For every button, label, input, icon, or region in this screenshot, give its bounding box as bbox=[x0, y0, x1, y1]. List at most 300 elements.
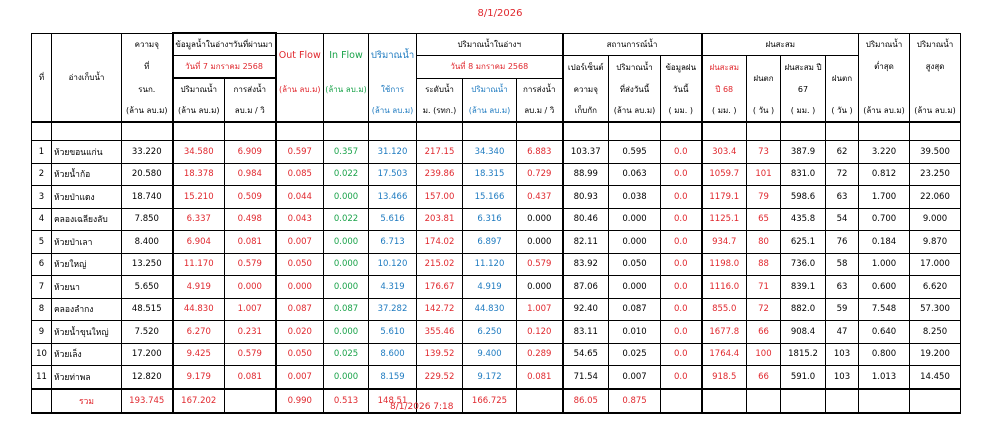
cell-cvol: 44.830 bbox=[463, 298, 517, 321]
cell-prel: 0.081 bbox=[225, 366, 276, 389]
cell-in: 0.025 bbox=[324, 343, 369, 366]
cell-cap: 20.580 bbox=[122, 163, 173, 186]
cell-prel: 0.081 bbox=[225, 231, 276, 254]
cell-use: 5.616 bbox=[369, 208, 417, 231]
cell-pct: 83.92 bbox=[563, 253, 609, 276]
cell-out: 0.597 bbox=[276, 141, 324, 164]
cell-r68: 1677.8 bbox=[702, 321, 747, 344]
header-prev-release: การส่งน้ำ bbox=[225, 78, 276, 100]
total-blank bbox=[32, 389, 52, 413]
cell-use: 4.319 bbox=[369, 276, 417, 299]
cell-pct: 82.11 bbox=[563, 231, 609, 254]
header-rain67-2: 67 bbox=[781, 78, 826, 100]
header-outflow-unit: (ล้าน ลบ.ม) bbox=[276, 78, 324, 100]
table-body bbox=[32, 122, 961, 413]
cell-rain: 0.0 bbox=[661, 343, 702, 366]
cell-r68: 855.0 bbox=[702, 298, 747, 321]
total-blank bbox=[859, 389, 910, 413]
totals-row bbox=[32, 389, 961, 413]
cell-crel: 0.000 bbox=[517, 231, 563, 254]
cell-lvl: 174.02 bbox=[417, 231, 463, 254]
cell-cvol: 15.166 bbox=[463, 186, 517, 209]
cell-no: 1 bbox=[32, 141, 52, 164]
cell-d68: 66 bbox=[747, 366, 781, 389]
total-blank bbox=[781, 389, 826, 413]
cell-d67: 76 bbox=[826, 231, 859, 254]
header-usable-unit: (ล้าน ลบ.ม) bbox=[369, 100, 417, 122]
cell-pvol: 11.170 bbox=[173, 253, 225, 276]
cell-pvol: 44.830 bbox=[173, 298, 225, 321]
cell-rain: 0.0 bbox=[661, 208, 702, 231]
cell-out: 0.007 bbox=[276, 231, 324, 254]
header-min-vol-3 bbox=[859, 78, 910, 100]
cell-d68: 80 bbox=[747, 231, 781, 254]
total-cvol: 166.725 bbox=[463, 389, 517, 413]
header-cur-level-unit: ม. (รทก.) bbox=[417, 100, 463, 122]
cell-out: 0.087 bbox=[276, 298, 324, 321]
cell-lvl: 176.67 bbox=[417, 276, 463, 299]
cell-r68: 918.5 bbox=[702, 366, 747, 389]
cell-prel: 0.509 bbox=[225, 186, 276, 209]
cell-prel: 0.498 bbox=[225, 208, 276, 231]
total-pvol: 167.202 bbox=[173, 389, 225, 413]
cell-use: 37.282 bbox=[369, 298, 417, 321]
cell-use: 13.466 bbox=[369, 186, 417, 209]
cell-r67: 736.0 bbox=[781, 253, 826, 276]
cell-r68: 1059.7 bbox=[702, 163, 747, 186]
cell-cvol: 18.315 bbox=[463, 163, 517, 186]
header-rain68-1: ฝนสะสม bbox=[702, 56, 747, 79]
cell-no: 7 bbox=[32, 276, 52, 299]
cell-min: 0.184 bbox=[859, 231, 910, 254]
cell-d67: 103 bbox=[826, 366, 859, 389]
cell-r68: 303.4 bbox=[702, 141, 747, 164]
cell-prel: 0.231 bbox=[225, 321, 276, 344]
header-raindays68: ฝนตก bbox=[747, 56, 781, 101]
cell-d68: 88 bbox=[747, 253, 781, 276]
header-no: ที่ bbox=[32, 33, 52, 122]
header-cur-release-unit: ลบ.ม / วิ bbox=[517, 100, 563, 122]
total-pct: 86.05 bbox=[563, 389, 609, 413]
cell-no: 9 bbox=[32, 321, 52, 344]
header-pct-3: เก็บกัก bbox=[563, 100, 609, 122]
cell-out: 0.007 bbox=[276, 366, 324, 389]
cell-use: 6.713 bbox=[369, 231, 417, 254]
cell-crel: 0.120 bbox=[517, 321, 563, 344]
cell-trel: 0.000 bbox=[609, 231, 661, 254]
header-reservoir: อ่างเก็บน้ำ bbox=[52, 33, 122, 122]
header-capacity-unit: (ล้าน ลบ.ม) bbox=[122, 100, 173, 122]
cell-r67: 1815.2 bbox=[781, 343, 826, 366]
cell-cap: 48.515 bbox=[122, 298, 173, 321]
cell-crel: 0.437 bbox=[517, 186, 563, 209]
cell-r67: 831.0 bbox=[781, 163, 826, 186]
cell-trel: 0.595 bbox=[609, 141, 661, 164]
cell-in: 0.087 bbox=[324, 298, 369, 321]
cell-name: ห้วยนา bbox=[52, 276, 122, 299]
cell-max: 23.250 bbox=[910, 163, 961, 186]
cell-in: 0.000 bbox=[324, 366, 369, 389]
cell-pvol: 15.210 bbox=[173, 186, 225, 209]
cell-trel: 0.010 bbox=[609, 321, 661, 344]
cell-rain: 0.0 bbox=[661, 186, 702, 209]
header-cur-release: การส่งน้ำ bbox=[517, 78, 563, 100]
cell-name: ห้วยขอนแก่น bbox=[52, 141, 122, 164]
cell-min: 1.013 bbox=[859, 366, 910, 389]
header-raindays67: ฝนตก bbox=[826, 56, 859, 101]
cell-lvl: 215.02 bbox=[417, 253, 463, 276]
total-out: 0.990 bbox=[276, 389, 324, 413]
cell-pct: 103.37 bbox=[563, 141, 609, 164]
header-raindays68-unit: ( วัน ) bbox=[747, 100, 781, 122]
cell-r68: 1125.1 bbox=[702, 208, 747, 231]
header-min-vol: ปริมาณน้ำ bbox=[859, 33, 910, 56]
header-max-vol-unit: (ล้าน ลบ.ม) bbox=[910, 100, 961, 122]
cell-name: คลองเฉลียงลับ bbox=[52, 208, 122, 231]
total-in: 0.513 bbox=[324, 389, 369, 413]
total-blank bbox=[702, 389, 747, 413]
cell-r67: 908.4 bbox=[781, 321, 826, 344]
total-cap: 193.745 bbox=[122, 389, 173, 413]
cell-d68: 71 bbox=[747, 276, 781, 299]
header-capacity-3: รนก. bbox=[122, 78, 173, 100]
cell-pct: 83.11 bbox=[563, 321, 609, 344]
cell-lvl: 239.86 bbox=[417, 163, 463, 186]
cell-d67: 72 bbox=[826, 163, 859, 186]
cell-use: 8.159 bbox=[369, 366, 417, 389]
cell-name: ห้วยเล็ง bbox=[52, 343, 122, 366]
cell-cap: 18.740 bbox=[122, 186, 173, 209]
cell-in: 0.000 bbox=[324, 276, 369, 299]
cell-rain: 0.0 bbox=[661, 231, 702, 254]
cell-r68: 934.7 bbox=[702, 231, 747, 254]
cell-trel: 0.038 bbox=[609, 186, 661, 209]
header-cur-date: วันที่ 8 มกราคม 2568 bbox=[417, 56, 563, 79]
header-rain68-2: ปี 68 bbox=[702, 78, 747, 100]
cell-in: 0.000 bbox=[324, 231, 369, 254]
cell-d68: 100 bbox=[747, 343, 781, 366]
cell-r68: 1179.1 bbox=[702, 186, 747, 209]
cell-no: 6 bbox=[32, 253, 52, 276]
table-row bbox=[32, 366, 961, 389]
cell-cvol: 4.919 bbox=[463, 276, 517, 299]
cell-crel: 0.000 bbox=[517, 276, 563, 299]
cell-no: 10 bbox=[32, 343, 52, 366]
cell-d67: 58 bbox=[826, 253, 859, 276]
cell-cap: 33.220 bbox=[122, 141, 173, 164]
cell-no: 5 bbox=[32, 231, 52, 254]
cell-d67: 54 bbox=[826, 208, 859, 231]
header-rain-today-1: ข้อมูลฝน bbox=[661, 56, 702, 79]
cell-max: 8.250 bbox=[910, 321, 961, 344]
cell-in: 0.000 bbox=[324, 186, 369, 209]
cell-crel: 1.007 bbox=[517, 298, 563, 321]
header-rain-today-unit: ( มม. ) bbox=[661, 100, 702, 122]
table-header bbox=[32, 33, 961, 122]
header-status-group: สถานการณ์น้ำ bbox=[563, 33, 702, 56]
cell-r67: 387.9 bbox=[781, 141, 826, 164]
header-inflow-unit: (ล้าน ลบ.ม) bbox=[324, 78, 369, 100]
cell-cap: 5.650 bbox=[122, 276, 173, 299]
cell-min: 0.700 bbox=[859, 208, 910, 231]
cell-name: ห้วยน้ำขุนใหญ่ bbox=[52, 321, 122, 344]
cell-cvol: 9.172 bbox=[463, 366, 517, 389]
cell-trel: 0.087 bbox=[609, 298, 661, 321]
cell-rain: 0.0 bbox=[661, 253, 702, 276]
total-blank bbox=[910, 389, 961, 413]
cell-crel: 0.579 bbox=[517, 253, 563, 276]
table-row bbox=[32, 186, 961, 209]
cell-cvol: 6.316 bbox=[463, 208, 517, 231]
cell-lvl: 142.72 bbox=[417, 298, 463, 321]
cell-pct: 88.99 bbox=[563, 163, 609, 186]
cell-pct: 54.65 bbox=[563, 343, 609, 366]
cell-lvl: 355.46 bbox=[417, 321, 463, 344]
header-capacity-2: ที่ bbox=[122, 56, 173, 79]
cell-cvol: 6.897 bbox=[463, 231, 517, 254]
cell-d68: 66 bbox=[747, 321, 781, 344]
table-row bbox=[32, 163, 961, 186]
reservoir-table bbox=[31, 32, 961, 414]
cell-max: 57.300 bbox=[910, 298, 961, 321]
table-row bbox=[32, 343, 961, 366]
header-rain67-unit: ( มม. ) bbox=[781, 100, 826, 122]
cell-use: 17.503 bbox=[369, 163, 417, 186]
cell-no: 3 bbox=[32, 186, 52, 209]
header-rain68-unit: ( มม. ) bbox=[702, 100, 747, 122]
cell-pvol: 6.904 bbox=[173, 231, 225, 254]
cell-d67: 63 bbox=[826, 276, 859, 299]
cell-out: 0.085 bbox=[276, 163, 324, 186]
cell-out: 0.044 bbox=[276, 186, 324, 209]
footer-timestamp: 8/1/2026 7:18 bbox=[390, 402, 454, 412]
cell-max: 9.870 bbox=[910, 231, 961, 254]
cell-r68: 1116.0 bbox=[702, 276, 747, 299]
cell-name: ห้วยป่าเลา bbox=[52, 231, 122, 254]
cell-lvl: 229.52 bbox=[417, 366, 463, 389]
cell-prel: 0.000 bbox=[225, 276, 276, 299]
cell-d68: 79 bbox=[747, 186, 781, 209]
cell-out: 0.020 bbox=[276, 321, 324, 344]
cell-min: 7.548 bbox=[859, 298, 910, 321]
cell-lvl: 157.00 bbox=[417, 186, 463, 209]
header-inflow: In Flow bbox=[324, 33, 369, 78]
cell-pvol: 18.378 bbox=[173, 163, 225, 186]
total-blank bbox=[225, 389, 276, 413]
cell-use: 8.600 bbox=[369, 343, 417, 366]
cell-max: 22.060 bbox=[910, 186, 961, 209]
header-max-vol-2: สูงสุด bbox=[910, 56, 961, 79]
header-today-release-unit: (ล้าน ลบ.ม) bbox=[609, 100, 661, 122]
cell-name: ห้วยท่าพล bbox=[52, 366, 122, 389]
header-rain-today-2: วันนี้ bbox=[661, 78, 702, 100]
cell-d67: 103 bbox=[826, 343, 859, 366]
cell-trel: 0.000 bbox=[609, 276, 661, 299]
cell-cap: 17.200 bbox=[122, 343, 173, 366]
cell-cap: 7.850 bbox=[122, 208, 173, 231]
table-row bbox=[32, 231, 961, 254]
cell-pvol: 6.270 bbox=[173, 321, 225, 344]
cell-pvol: 34.580 bbox=[173, 141, 225, 164]
cell-crel: 0.729 bbox=[517, 163, 563, 186]
cell-min: 1.700 bbox=[859, 186, 910, 209]
header-raindays67-unit: ( วัน ) bbox=[826, 100, 859, 122]
header-max-vol: ปริมาณน้ำ bbox=[910, 33, 961, 56]
header-outflow-blank bbox=[276, 100, 324, 122]
cell-prel: 0.984 bbox=[225, 163, 276, 186]
cell-name: ห้วยป่าแดง bbox=[52, 186, 122, 209]
cell-max: 17.000 bbox=[910, 253, 961, 276]
cell-r68: 1198.0 bbox=[702, 253, 747, 276]
cell-crel: 6.883 bbox=[517, 141, 563, 164]
cell-pvol: 4.919 bbox=[173, 276, 225, 299]
cell-r67: 591.0 bbox=[781, 366, 826, 389]
cell-cvol: 11.120 bbox=[463, 253, 517, 276]
total-label: รวม bbox=[52, 389, 122, 413]
cell-trel: 0.000 bbox=[609, 208, 661, 231]
cell-d68: 73 bbox=[747, 141, 781, 164]
header-cur-volume-unit: (ล้าน ลบ.ม) bbox=[463, 100, 517, 122]
total-blank bbox=[661, 389, 702, 413]
header-min-vol-unit: (ล้าน ลบ.ม) bbox=[859, 100, 910, 122]
header-pct-2: ความจุ bbox=[563, 78, 609, 100]
header-today-release-2: ที่ส่งวันนี้ bbox=[609, 78, 661, 100]
table-row bbox=[32, 321, 961, 344]
cell-in: 0.000 bbox=[324, 253, 369, 276]
cell-use: 31.120 bbox=[369, 141, 417, 164]
cell-pct: 80.93 bbox=[563, 186, 609, 209]
cell-cap: 13.250 bbox=[122, 253, 173, 276]
cell-trel: 0.025 bbox=[609, 343, 661, 366]
cell-d67: 62 bbox=[826, 141, 859, 164]
table-row bbox=[32, 253, 961, 276]
cell-max: 14.450 bbox=[910, 366, 961, 389]
header-rain67-1: ฝนสะสม ปี bbox=[781, 56, 826, 79]
cell-use: 10.120 bbox=[369, 253, 417, 276]
table-row bbox=[32, 276, 961, 299]
cell-crel: 0.000 bbox=[517, 208, 563, 231]
cell-no: 11 bbox=[32, 366, 52, 389]
cell-min: 0.800 bbox=[859, 343, 910, 366]
cell-no: 8 bbox=[32, 298, 52, 321]
cell-pct: 80.46 bbox=[563, 208, 609, 231]
cell-cvol: 6.250 bbox=[463, 321, 517, 344]
table-row bbox=[32, 298, 961, 321]
cell-r67: 625.1 bbox=[781, 231, 826, 254]
cell-cap: 7.520 bbox=[122, 321, 173, 344]
cell-rain: 0.0 bbox=[661, 276, 702, 299]
cell-pvol: 6.337 bbox=[173, 208, 225, 231]
total-trel: 0.875 bbox=[609, 389, 661, 413]
cell-r67: 435.8 bbox=[781, 208, 826, 231]
header-today-release-1: ปริมาณน้ำ bbox=[609, 56, 661, 79]
header-cur-group: ปริมาณน้ำในอ่างฯ bbox=[417, 33, 563, 56]
cell-rain: 0.0 bbox=[661, 141, 702, 164]
cell-d68: 101 bbox=[747, 163, 781, 186]
cell-name: ห้วยน้ำก้อ bbox=[52, 163, 122, 186]
cell-name: ห้วยใหญ่ bbox=[52, 253, 122, 276]
header-cur-level: ระดับน้ำ bbox=[417, 78, 463, 100]
cell-lvl: 217.15 bbox=[417, 141, 463, 164]
cell-trel: 0.050 bbox=[609, 253, 661, 276]
cell-trel: 0.007 bbox=[609, 366, 661, 389]
cell-rain: 0.0 bbox=[661, 366, 702, 389]
cell-pvol: 9.179 bbox=[173, 366, 225, 389]
cell-max: 6.620 bbox=[910, 276, 961, 299]
cell-in: 0.022 bbox=[324, 163, 369, 186]
header-pct-1: เปอร์เซ็นต์ bbox=[563, 56, 609, 79]
cell-d68: 65 bbox=[747, 208, 781, 231]
header-prev-group: ข้อมูลน้ำในอ่างฯวันที่ผ่านมา bbox=[173, 33, 276, 56]
cell-in: 0.357 bbox=[324, 141, 369, 164]
header-outflow: Out Flow bbox=[276, 33, 324, 78]
cell-no: 2 bbox=[32, 163, 52, 186]
cell-r68: 1764.4 bbox=[702, 343, 747, 366]
cell-use: 5.610 bbox=[369, 321, 417, 344]
header-prev-volume: ปริมาณน้ำ bbox=[173, 78, 225, 100]
header-max-vol-3 bbox=[910, 78, 961, 100]
cell-name: คลองลำกง bbox=[52, 298, 122, 321]
cell-pct: 92.40 bbox=[563, 298, 609, 321]
cell-in: 0.000 bbox=[324, 321, 369, 344]
header-prev-volume-unit: (ล้าน ลบ.ม) bbox=[173, 100, 225, 122]
cell-in: 0.022 bbox=[324, 208, 369, 231]
header-prev-date: วันที่ 7 มกราคม 2568 bbox=[173, 56, 276, 79]
cell-min: 0.812 bbox=[859, 163, 910, 186]
cell-no: 4 bbox=[32, 208, 52, 231]
cell-pct: 71.54 bbox=[563, 366, 609, 389]
cell-min: 3.220 bbox=[859, 141, 910, 164]
cell-prel: 0.579 bbox=[225, 343, 276, 366]
total-use: 148.51 bbox=[369, 389, 417, 413]
header-capacity-1: ความจุ bbox=[122, 33, 173, 56]
header-inflow-blank bbox=[324, 100, 369, 122]
cell-r67: 598.6 bbox=[781, 186, 826, 209]
total-blank bbox=[747, 389, 781, 413]
cell-prel: 6.909 bbox=[225, 141, 276, 164]
cell-pvol: 9.425 bbox=[173, 343, 225, 366]
cell-trel: 0.063 bbox=[609, 163, 661, 186]
cell-rain: 0.0 bbox=[661, 298, 702, 321]
cell-min: 1.000 bbox=[859, 253, 910, 276]
cell-rain: 0.0 bbox=[661, 163, 702, 186]
cell-cvol: 34.340 bbox=[463, 141, 517, 164]
cell-max: 39.500 bbox=[910, 141, 961, 164]
total-blank bbox=[517, 389, 563, 413]
table-row bbox=[32, 208, 961, 231]
cell-cap: 12.820 bbox=[122, 366, 173, 389]
cell-out: 0.043 bbox=[276, 208, 324, 231]
cell-out: 0.050 bbox=[276, 343, 324, 366]
table-row bbox=[32, 141, 961, 164]
header-min-vol-2: ต่ำสุด bbox=[859, 56, 910, 79]
cell-max: 9.000 bbox=[910, 208, 961, 231]
cell-crel: 0.081 bbox=[517, 366, 563, 389]
cell-min: 0.640 bbox=[859, 321, 910, 344]
cell-lvl: 139.52 bbox=[417, 343, 463, 366]
cell-cap: 8.400 bbox=[122, 231, 173, 254]
header-cur-volume: ปริมาณน้ำ bbox=[463, 78, 517, 100]
cell-rain: 0.0 bbox=[661, 321, 702, 344]
cell-lvl: 203.81 bbox=[417, 208, 463, 231]
cell-max: 19.200 bbox=[910, 343, 961, 366]
cell-out: 0.050 bbox=[276, 253, 324, 276]
cell-prel: 0.579 bbox=[225, 253, 276, 276]
cell-pct: 87.06 bbox=[563, 276, 609, 299]
cell-out: 0.000 bbox=[276, 276, 324, 299]
cell-prel: 1.007 bbox=[225, 298, 276, 321]
cell-crel: 0.289 bbox=[517, 343, 563, 366]
